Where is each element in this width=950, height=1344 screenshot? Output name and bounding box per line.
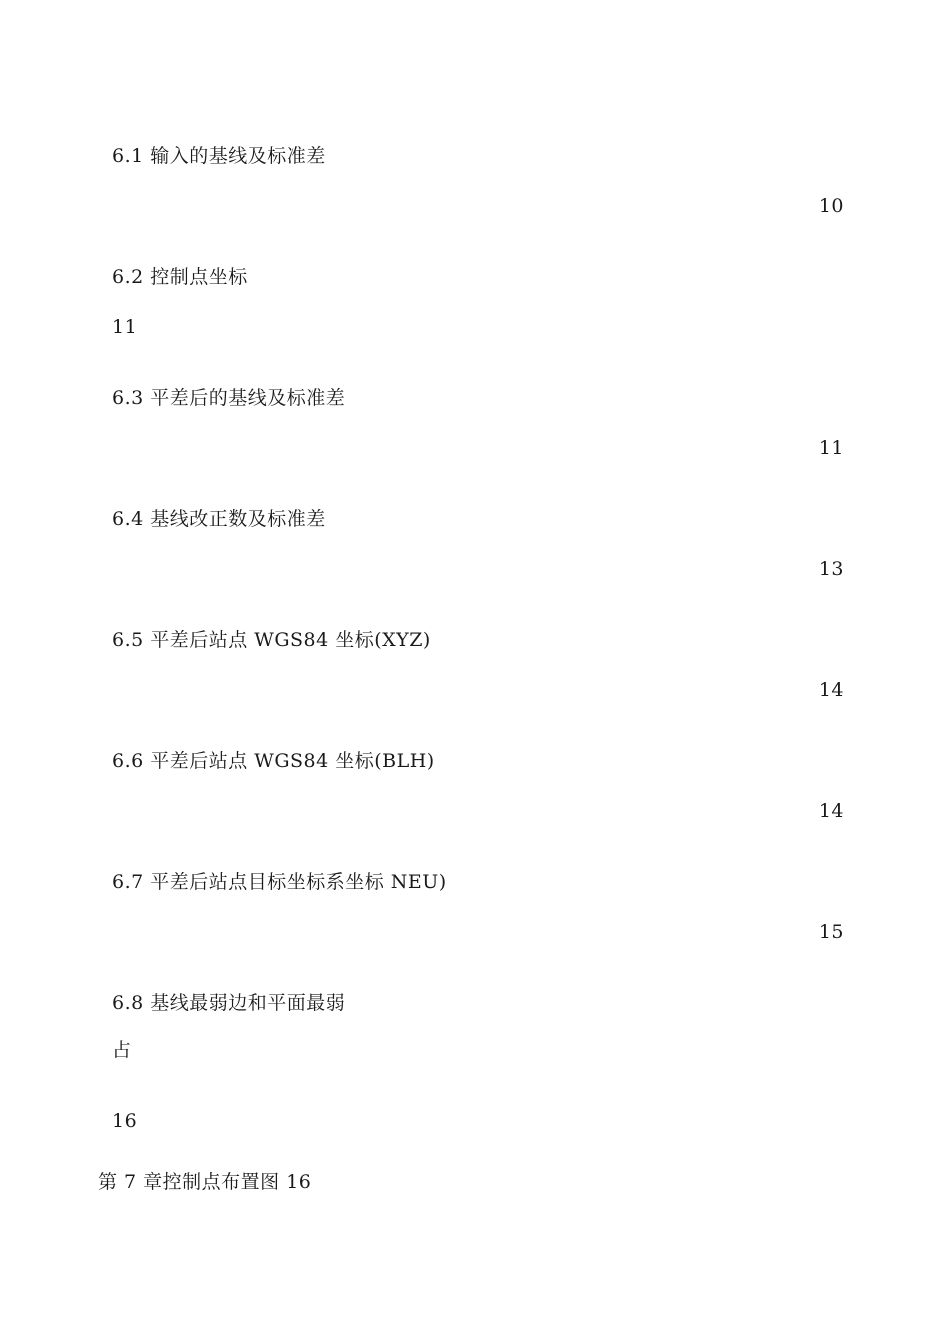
toc-entry-6-3-title: 6.3 平差后的基线及标准差	[112, 387, 346, 409]
toc-entry-6-5-title: 6.5 平差后站点 WGS84 坐标(XYZ)	[112, 629, 431, 651]
toc-entry-6-1-title: 6.1 输入的基线及标准差	[112, 145, 326, 167]
toc-entry-6-5-page: 14	[818, 679, 844, 701]
toc-entry-6-7-title: 6.7 平差后站点目标坐标系坐标 NEU)	[112, 871, 447, 893]
toc-entry-6-1-page: 10	[818, 195, 844, 217]
toc-entry-6-6-page: 14	[818, 800, 844, 822]
toc-entry-6-8-page: 16	[112, 1110, 138, 1132]
toc-entry-6-8-title: 6.8 基线最弱边和平面最弱	[112, 992, 346, 1014]
toc-entry-6-6-title: 6.6 平差后站点 WGS84 坐标(BLH)	[112, 750, 435, 772]
toc-entry-6-2-page: 11	[112, 316, 138, 338]
toc-entry-6-2-title: 6.2 控制点坐标	[112, 266, 248, 288]
toc-entry-6-3-page: 11	[818, 437, 844, 459]
toc-entry-6-4-title: 6.4 基线改正数及标准差	[112, 508, 326, 530]
toc-entry-6-8-title-cont: 占	[112, 1039, 132, 1061]
toc-chapter-7: 第 7 章控制点布置图 16	[98, 1171, 312, 1193]
toc-entry-6-4-page: 13	[818, 558, 844, 580]
toc-entry-6-7-page: 15	[818, 921, 844, 943]
